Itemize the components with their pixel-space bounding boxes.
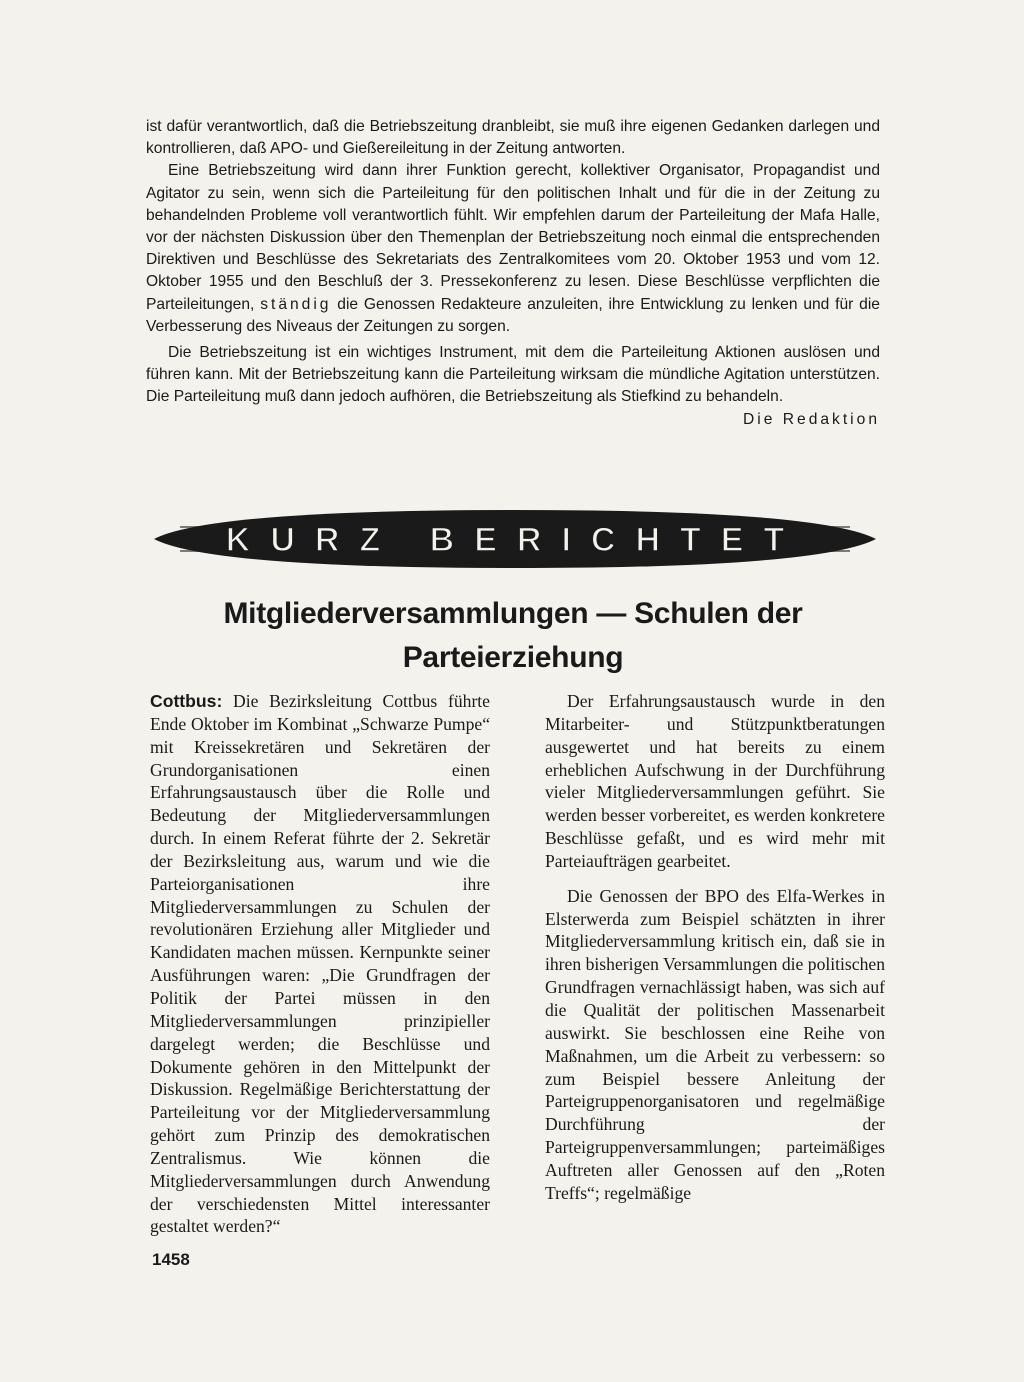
article-column-right <box>545 690 885 1205</box>
page-number: 1458 <box>152 1250 190 1269</box>
kurz-berichtet-banner <box>150 506 880 572</box>
editorial-paragraph-1: ist dafür verantwortlich, daß die Betriebszeitung dranbleibt, sie muß ihre eigenen Gedanken darlegen und kontrollieren, daß APO- und Gießereileitung in der Zeitung antworten. <box>146 118 880 158</box>
article-left-paragraph-1 <box>150 690 490 1238</box>
editorial-paragraph-2-text-b: die Genossen Redakteure anzuleiten, ihre Entwicklung zu lenken und für die Verbesserung des Niveaus der Zeitungen zu sorgen. <box>146 295 880 335</box>
editorial-paragraph-2-text-a: Eine Betriebszeitung wird dann ihrer Funktion gerecht, kollektiver Organisator, Propagandist und Agitator zu sein, wenn sich die Parteileitung für den politischen Inhalt und für die in der Zeitung zu behandelnden Probleme voll verantwortlich fühlt. Wir empfehlen darum der Parteileitung der Mafa Halle, vor der nächsten Diskussion über den Themenplan der Betriebszeitung noch einmal die entsprechenden Direktiven und Beschlüsse des Sekretariats des Zentralkomitees vom 20. Oktober 1953 und vom 12. Oktober 1955 und den Beschluß der 3. Pressekonferenz zu lesen. Diese Beschlüsse verpflichten die Parteileitungen, <box>146 162 880 313</box>
editorial-paragraph-2 <box>146 160 880 338</box>
headline-line-2: Parteierziehung <box>402 641 624 674</box>
editorial-signature: Die Redaktion <box>743 410 880 428</box>
editorial-paragraph-3 <box>146 342 880 431</box>
emphasis-staendig: ständig <box>260 295 332 313</box>
editorial-section <box>146 116 880 431</box>
headline-line-1: Mitgliederversammlungen — Schulen der <box>223 597 803 630</box>
article-headline <box>146 592 880 680</box>
banner-graphic <box>150 506 880 572</box>
editorial-paragraph-3-text: Die Betriebszeitung ist ein wichtiges Instrument, mit dem die Parteileitung Aktionen auslösen und führen kann. Mit der Betriebszeitung kann die Parteileitung wirksam die mündliche Agitation unterstützen. Die Parteileitung muß dann jedoch aufhören, die Betriebszeitung als Stiefkind zu behandeln. <box>146 344 880 406</box>
banner-title: KURZ BERICHTET <box>225 521 805 559</box>
article-left-text: Die Bezirksleitung Cottbus führte Ende Oktober im Kombinat „Schwarze Pumpe“ mit Kreissekretären und Sekretären der Grundorganisationen einen Erfahrungsaustausch über die Rolle und Bedeutung der Mitgliederversammlungen durch. In einem Referat führte der 2. Sekretär der Bezirksleitung aus, warum und wie die Parteiorganisationen ihre Mitgliederversammlungen zu Schulen der revolutionären Erziehung aller Mitglieder und Kandidaten machen müssen. Kernpunkte seiner Ausführungen waren: „Die Grundfragen der Politik der Partei müssen in den Mitgliederversammlungen prinzipieller dargelegt werden; die Beschlüsse und Dokumente gehören in den Mittelpunkt der Diskussion. Regelmäßige Berichterstattung der Parteileitung vor der Mitgliederversammlung gehört zum Prinzip des demokratischen Zentralismus. Wie können die Mitgliederversammlungen durch Anwendung der verschiedensten Mittel interessanter gestaltet werden?“ <box>150 691 490 1237</box>
article-lead-location: Cottbus: <box>150 691 223 711</box>
article-right-paragraph-1: Der Erfahrungsaustausch wurde in den Mitarbeiter- und Stützpunktberatungen ausgewertet und hat bereits zu einem erheblichen Aufschwung in der Durchführung vieler Mitgliederversammlungen geführt. Sie werden besser vorbereitet, es werden konkretere Beschlüsse gefaßt, und es wird mehr mit Parteiaufträgen gearbeitet. <box>545 691 885 871</box>
article-right-paragraph-2: Die Genossen der BPO des Elfa-Werkes in Elsterwerda zum Beispiel schätzten in ihrer Mitgliederversammlung kritisch ein, daß sie in ihren bisherigen Versammlungen die politischen Grundfragen vernachlässigt haben, was sich auf die Qualität der politischen Massenarbeit auswirkt. Sie beschlossen eine Reihe von Maßnahmen, um die Arbeit zu verbessern: so zum Beispiel bessere Anleitung der Parteigruppenorganisatoren und regelmäßige Durchführung der Parteigruppenversammlungen; parteimäßiges Auftreten aller Genossen auf den „Roten Treffs“; regelmäßige <box>545 885 885 1203</box>
article-column-left <box>150 690 490 1238</box>
